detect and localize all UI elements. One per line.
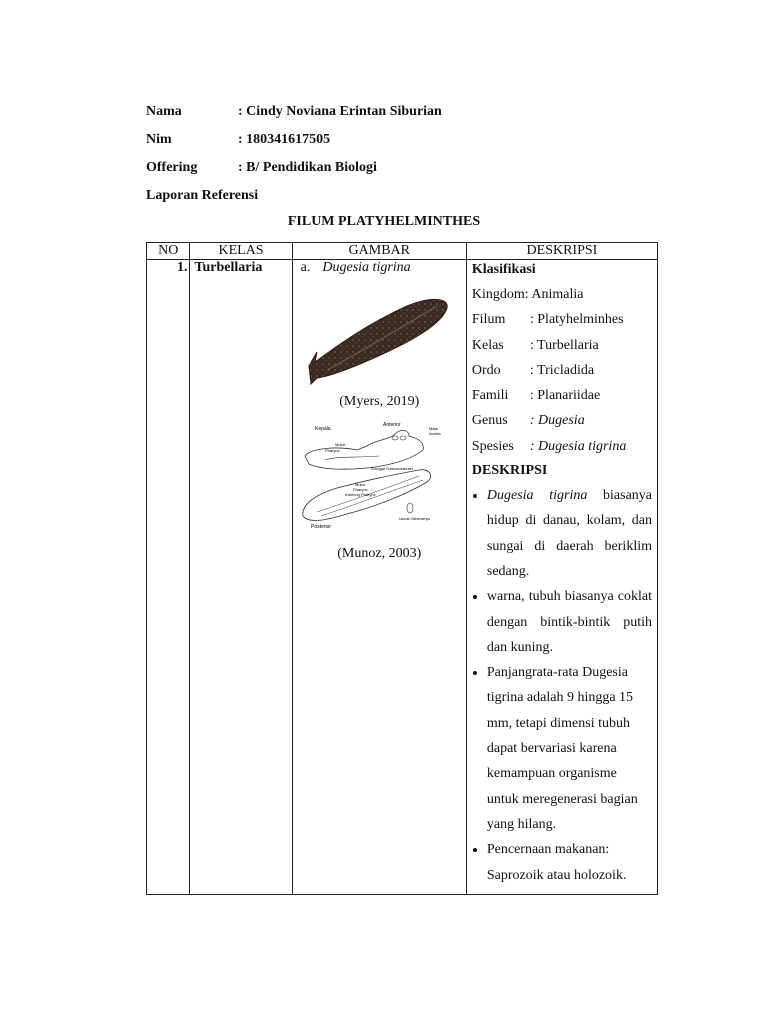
diagram-label-pharynx2: Pharynx [352, 487, 368, 492]
cell-deskripsi [466, 260, 657, 895]
gambar-heading [301, 260, 462, 276]
list-item: • warna, tubuh biasanya coklat dengan bintik-bintik putih dan kuning. [487, 584, 652, 660]
klasifikasi-title: Klasifikasi [471, 262, 536, 277]
kingdom-line: Kingdom: Animalia [471, 287, 584, 302]
cell-no: 1. [147, 260, 190, 895]
table-row [147, 260, 658, 895]
diagram-label-mulut2: Mulut [354, 482, 365, 487]
classification-table [146, 242, 658, 895]
planaria-diagram [297, 420, 455, 532]
diagram-label-posterior: Posterior [310, 524, 331, 530]
offering-label: Offering [146, 160, 198, 175]
deskripsi-title: DESKRIPSI [471, 463, 548, 479]
nim-row [146, 132, 330, 148]
diagram-label-rongga: Rongga Gastrovaskuler [370, 466, 413, 471]
list-item: • Panjangrata-rata Dugesia tigrina adalah 9 hingga 15 mm, tetapi dimensi tubuh dapat bervariasi karena kemampuan organisme untuk meregenerasi bagian yang hilang. [487, 660, 652, 837]
diagram-label-kepala: Kepala [314, 426, 331, 432]
laporan-referensi: Laporan Referensi [146, 188, 259, 203]
header-kelas: KELAS [190, 243, 292, 260]
deskripsi-list [472, 483, 652, 888]
offering-value: : B/ Pendidikan Biologi [238, 160, 377, 175]
offering-row [146, 160, 377, 176]
diagram-label-ukuran: Ukuran Sebenarnya [398, 517, 430, 521]
nama-row [146, 104, 442, 120]
nama-label: Nama [146, 104, 182, 119]
diagram-label-pharynx: Pharynx [324, 448, 340, 453]
klasifikasi-famili: Famili : Planariidae [471, 388, 601, 404]
diagram-label-anterior: Anterior [382, 422, 401, 428]
diagram-label-mata: Mata [428, 426, 438, 431]
nim-label: Nim [146, 132, 172, 147]
header-deskripsi: DESKRIPSI [466, 243, 657, 260]
cell-kelas: Turbellaria [190, 260, 292, 895]
klasifikasi-kelas: Kelas : Turbellaria [471, 337, 599, 353]
klasifikasi-genus: Genus : Dugesia [471, 413, 585, 429]
planaria-photo [297, 284, 455, 394]
page-title: FILUM PLATYHELMINTHES [287, 214, 481, 229]
nim-value: : 180341617505 [238, 132, 331, 147]
list-item: • Dugesia tigrina biasanya hidup di danau, kolam, dan sungai di daerah beriklim sedang. [487, 483, 652, 584]
header-no: NO [147, 243, 190, 260]
diagram-label-aurida: Aurida [428, 431, 441, 436]
gambar-label: a. [300, 260, 311, 275]
diagram-label-mulut: Mulut [334, 442, 345, 447]
list-item: • Pencernaan makanan: Saprozoik atau holozoik. [487, 837, 652, 888]
header-gambar: GAMBAR [292, 243, 466, 260]
table-header-row [147, 243, 658, 260]
caption-myers: (Myers, 2019) [339, 394, 420, 409]
diagram-label-kantong: Kantong Pharynx [344, 492, 376, 497]
caption-munoz: (Munoz, 2003) [337, 546, 422, 561]
nama-value: : Cindy Noviana Erintan Siburian [238, 104, 442, 119]
cell-gambar [292, 260, 466, 895]
klasifikasi-ordo: Ordo : Tricladida [471, 362, 595, 378]
klasifikasi-spesies: Spesies : Dugesia tigrina [471, 438, 627, 454]
klasifikasi-filum: Filum : Platyhelminhes [471, 312, 624, 328]
gambar-species: Dugesia tigrina [322, 260, 411, 275]
